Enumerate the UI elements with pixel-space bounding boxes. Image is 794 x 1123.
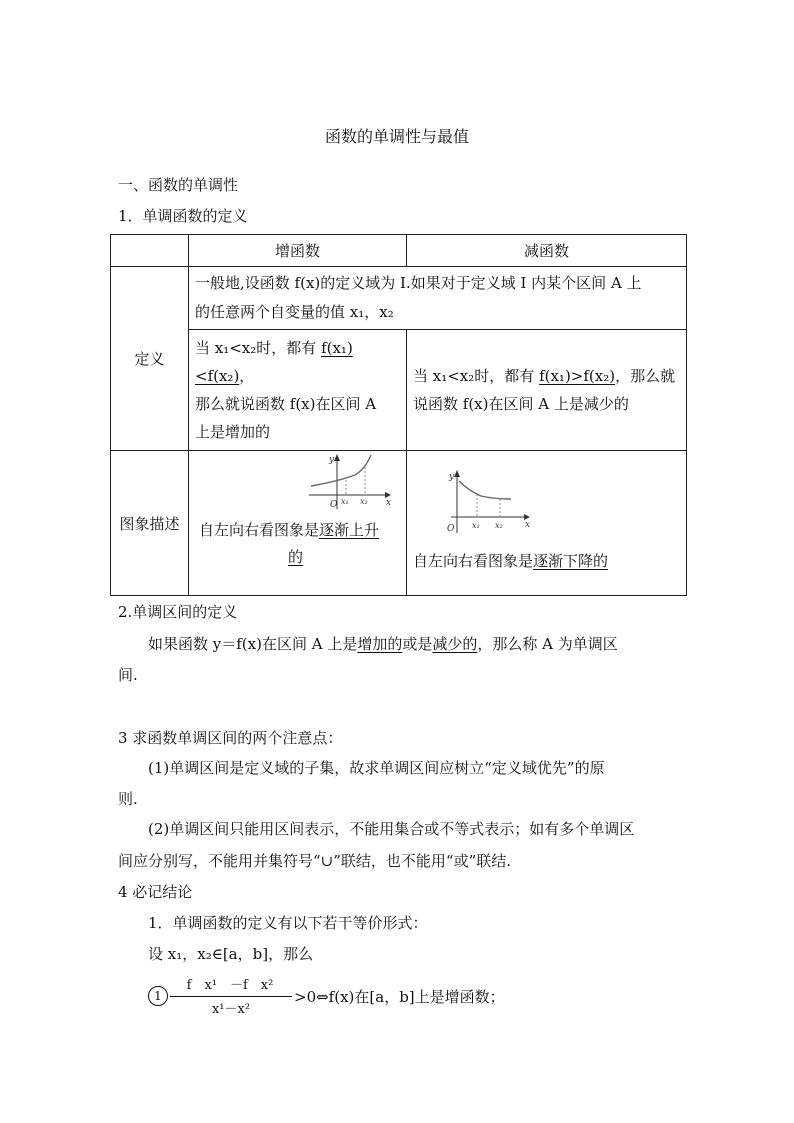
inc-def-line2: 那么就说函数 f(x)在区间 A: [195, 395, 377, 413]
dec-def-text-b: ，那么就: [615, 367, 676, 385]
dec-graph-desc-a: 自左向右看图象是: [413, 552, 534, 570]
decreasing-definition-cell: [407, 330, 687, 451]
inc-graph-x1-label: x₁: [341, 497, 349, 506]
conclusion-line2: 设 x₁，x₂∈[a，b]，那么: [148, 945, 314, 963]
inc-def-text-b: ，: [239, 367, 255, 385]
table-corner-cell: [111, 235, 189, 267]
note-2-line2: 间应分别写，不能用并集符号“∪”联结，也不能用“或”联结.: [118, 852, 512, 870]
formula-denominator: x¹－x²: [211, 1002, 251, 1017]
section-heading: 一、函数的单调性: [118, 176, 239, 194]
dec-graph-x1-label: x₁: [472, 521, 480, 530]
interval-definition-line1: [148, 633, 618, 654]
inc-graph-desc-rising: 逐渐上升: [319, 521, 380, 539]
interval-def-text-b: 或是: [402, 635, 433, 653]
interval-def-text-a: 如果函数 y＝f(x)在区间 A 上是: [148, 635, 358, 653]
conclusion-line1: 1．单调函数的定义有以下若干等价形式：: [148, 914, 428, 932]
subsection-heading-1: 1．单调函数的定义: [118, 207, 248, 225]
increasing-graph-cell: [189, 451, 407, 596]
dec-def-text-a: 当 x₁<x₂时，都有: [413, 367, 540, 385]
increasing-graph-figure: [189, 453, 406, 515]
dec-graph-origin-label: O: [447, 524, 455, 534]
inc-graph-desc-a: 自左向右看图象是: [199, 521, 320, 539]
page-title: 函数的单调性与最值: [324, 127, 469, 146]
note-2-line1: (2)单调区间只能用区间表示，不能用集合或不等式表示；如有多个单调区: [148, 820, 635, 838]
row-label-graph: 图象描述: [111, 451, 189, 596]
common-definition-cell: [189, 267, 687, 330]
inc-graph-x-label: x: [386, 498, 392, 508]
dec-graph-x2-label: x₂: [495, 521, 503, 530]
interval-def-increasing: 增加的: [357, 635, 403, 653]
inc-graph-origin-label: O: [330, 500, 338, 510]
decreasing-graph-cell: [407, 451, 687, 596]
dec-graph-x-label: x: [525, 520, 531, 530]
decreasing-graph-figure: [407, 461, 686, 543]
common-definition-line1: 一般地,设函数 f(x)的定义域为 I.如果对于定义域 I 内某个区间 A 上: [195, 274, 642, 292]
inc-graph-desc-end: 的: [288, 548, 304, 566]
row-label-definition: 定义: [111, 267, 189, 451]
note-1-line2: 则.: [118, 790, 138, 808]
common-definition-line2: 的任意两个自变量的值 x₁，x₂: [195, 303, 394, 321]
formula-fraction-bar: [170, 996, 292, 997]
subsection-heading-2: 2.单调区间的定义: [118, 603, 238, 621]
interval-definition-line2: 间.: [118, 666, 138, 684]
interval-def-text-c: ，那么称 A 为单调区: [477, 635, 618, 653]
dec-graph-y-label: y: [449, 472, 455, 482]
circled-number-1: 1: [148, 986, 168, 1006]
increasing-definition-cell: [189, 330, 407, 451]
inc-graph-y-label: y: [329, 455, 335, 465]
subsection-heading-4: 4 必记结论: [118, 883, 193, 901]
header-increasing: 增函数: [189, 235, 407, 267]
formula-conclusion: >0⇔f(x)在[a，b]上是增函数；: [294, 988, 505, 1006]
dec-def-line2: 说函数 f(x)在区间 A 上是减少的: [413, 395, 629, 413]
formula-numerator: f x¹ －f x²: [186, 978, 274, 993]
inc-def-text-a: 当 x₁<x₂时，都有: [195, 339, 322, 357]
inc-def-condition: f(x₁)<f(x₂): [195, 339, 353, 385]
interval-def-decreasing: 减少的: [432, 635, 478, 653]
monotonic-function-table: [110, 234, 687, 596]
inc-def-line3: 上是增加的: [195, 423, 271, 441]
inc-graph-x2-label: x₂: [360, 497, 368, 506]
dec-graph-desc-falling: 逐渐下降的: [533, 552, 609, 570]
subsection-heading-3: 3 求函数单调区间的两个注意点：: [118, 729, 343, 747]
header-decreasing: 减函数: [407, 235, 687, 267]
note-1-line1: (1)单调区间是定义域的子集，故求单调区间应树立“定义域优先”的原: [148, 759, 605, 777]
dec-def-condition: f(x₁)>f(x₂): [539, 367, 616, 385]
